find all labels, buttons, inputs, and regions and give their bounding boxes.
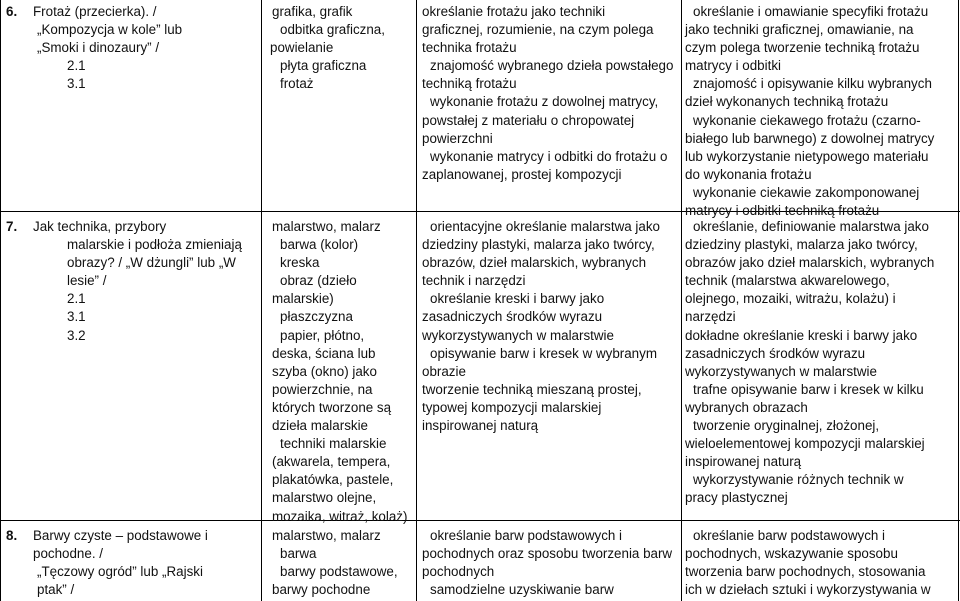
requirement-item: lub wykorzystanie nietypowego materiału [685,148,929,164]
requirement-item: tworzenie oryginalnej, złożonej, [693,418,880,434]
requirement-item: wykonanie ciekawego frotażu (czarno- [693,112,921,128]
concept-item: papier, płótno, [280,327,365,343]
requirement-item: znajomość i opisywanie kilku wybranych [693,76,932,92]
lesson-line: pochodne. / [33,546,103,562]
extended-requirements-cell [685,218,955,508]
concept-item: malarstwo, malarz [272,219,381,234]
requirement-item: wykonanie frotażu z dowolnej matrycy, [430,94,659,110]
requirement-item: obrazów, dzieł malarskich, wybranych [422,255,647,271]
extended-requirements-cell [685,3,955,220]
concept-item: obraz (dzieło [280,273,357,289]
requirement-item: powstałej z materiału o chropowatej [422,112,635,128]
requirement-item: określanie barw podstawowych i [430,528,623,543]
concept-item: płaszczyzna [280,309,353,325]
requirement-item: orientacyjne określanie malarstwa jako [430,219,660,234]
requirement-item: określanie, definiowanie malarstwa jako [693,219,929,234]
lesson-line: 2.1 [67,58,86,74]
lesson-topic-cell [33,218,255,345]
lesson-line: „Tęczowy ogród” lub „Rajski [37,564,203,580]
requirement-item: technik i narzędzi [422,273,526,289]
requirement-item: jako techniki graficznej, omawianie, na [685,22,914,38]
requirement-item: samodzielne uzyskiwanie barw [430,582,614,598]
requirement-item: narzędzi [685,309,736,325]
lesson-line: „Kompozycja w kole” lub [37,22,183,38]
concept-item: odbitka graficzna, [280,22,385,38]
lesson-line: 3.1 [67,76,86,92]
requirement-item: pochodnych oraz sposobu tworzenia barw [422,546,673,562]
requirement-item: trafne opisywanie barw i kresek w kilku [693,381,924,397]
requirement-item: dziedziny plastyki, malarza jako twórcy, [685,237,918,253]
concept-item: malarskie) [272,291,334,307]
row-number: 8. [6,528,18,543]
table-border-left [0,0,1,601]
requirement-item: wieloelementowej kompozycji malarskiej [685,436,925,452]
requirement-item: określanie barw podstawowych i [693,528,886,543]
lesson-line: ptak” / [37,582,75,598]
requirement-item: tworzenie techniką mieszaną prostej, [422,381,642,397]
concept-item: szyba (okno) jako [272,363,377,379]
lesson-line: Barwy czyste – podstawowe i [33,528,208,543]
row-divider [0,520,960,521]
requirement-item: obrazów jako dzieł malarskich, wybranych [685,255,935,271]
concept-item: malarstwo, malarz [272,528,381,543]
requirement-item: inspirowanej naturą [422,418,539,434]
requirement-item: znajomość wybranego dzieła powstałego [430,58,674,74]
concept-item: kreska [280,255,320,271]
lesson-topic-cell [33,3,255,93]
requirement-item: białego lub barwnego) z dowolnej matrycy [685,130,935,146]
requirement-item: pochodnych, wskazywanie sposobu [685,546,898,562]
requirement-item: określanie kreski i barwy jako [430,291,605,307]
requirement-item: pochodnych [422,564,495,580]
concept-item: dzieła malarskie [272,418,369,434]
concept-item: plakatówka, pastele, [272,472,394,488]
lesson-line: 2.1 [67,291,86,307]
requirement-item: ich w dziełach sztuki i wykorzystywania w [685,582,931,598]
requirement-item: określanie frotażu jako techniki [422,4,606,19]
requirement-item: olejnego, mozaiki, witrażu, kolażu) i [685,291,896,307]
column-divider [681,0,682,601]
concept-item: powielanie [270,40,334,56]
requirement-item: technik (malarstwa akwarelowego, [685,273,890,289]
requirement-item: dziedziny plastyki, malarza jako twórcy, [422,237,655,253]
requirement-item: zasadniczych środków wyrazu [685,345,866,361]
concept-item: grafika, grafik [272,4,353,19]
column-divider [261,0,262,601]
requirement-item: czym polega tworzenie techniką frotażu [685,40,920,56]
requirement-item: wykorzystywanie różnych technik w [693,472,904,488]
lesson-line: obrazy? / „W dżungli” lub „W [67,255,236,271]
requirement-item: inspirowanej naturą [685,454,802,470]
concept-item: których tworzone są [272,399,392,415]
requirement-item: określanie i omawianie specyfiki frotażu [693,4,929,19]
concepts-cell [268,527,412,599]
concept-item: frotaż [280,76,314,92]
lesson-line: 3.1 [67,309,86,325]
requirement-item: wykorzystywanych w malarstwie [685,363,877,379]
lesson-topic-cell [33,527,255,599]
requirement-item: matrycy i odbitki techniką frotażu [685,203,880,219]
concepts-cell [268,3,412,93]
concept-item: techniki malarskie [280,436,387,452]
requirement-item: zaplanowanej, prostej kompozycji [422,166,622,182]
requirement-item: dokładne określanie kreski i barwy jako [685,327,918,343]
requirement-item: wykonanie matrycy i odbitki do frotażu o [430,148,668,164]
requirement-item: wykonanie ciekawie zakomponowanej [693,184,920,200]
concept-item: barwy pochodne [272,582,371,598]
row-number: 6. [6,4,18,19]
lesson-line: Jak technika, przybory [33,219,167,234]
requirement-item: dzieł wykonanych techniką frotażu [685,94,889,110]
requirement-item: typowej kompozycji malarskiej [422,399,602,415]
basic-requirements-cell [422,3,680,184]
requirement-item: opisywanie barw i kresek w wybranym [430,345,657,361]
concept-item: barwy podstawowe, [280,564,398,580]
column-divider [416,0,417,601]
lesson-line: „Smoki i dinozaury” / [37,40,160,56]
concept-item: malarstwo olejne, [272,490,377,506]
lesson-line: lesie” / [67,273,107,289]
requirement-item: pracy plastycznej [685,490,788,506]
requirement-item: matrycy i odbitki [685,58,781,74]
requirement-item: wybranych obrazach [685,399,808,415]
requirement-item: technika frotażu [422,40,517,56]
concept-item: płyta graficzna [280,58,367,74]
table-border-right [958,0,959,601]
lesson-line: malarskie i podłoża zmieniają [67,237,242,253]
concept-item: barwa [280,546,317,562]
requirement-item: wykorzystywanych w malarstwie [422,327,614,343]
concept-item: barwa (kolor) [280,237,359,253]
requirement-item: powierzchni [422,130,493,146]
extended-requirements-cell [685,527,955,599]
requirement-item: zasadniczych środków wyrazu [422,309,603,325]
basic-requirements-cell [422,527,680,599]
basic-requirements-cell [422,218,680,435]
row-number: 7. [6,219,18,234]
requirement-item: techniką frotażu [422,76,517,92]
requirement-item: tworzenia barw pochodnych, stosowania [685,564,926,580]
concept-item: powierzchnie, na [272,381,373,397]
concept-item: deska, ściana lub [272,345,376,361]
concepts-cell [268,218,412,526]
lesson-line: 3.2 [67,327,86,343]
concept-item: (akwarela, tempera, [272,454,391,470]
requirement-item: obrazie [422,363,466,379]
requirement-item: do wykonania frotażu [685,166,812,182]
concept-item: mozaika, witraż, kolaż) [272,508,408,524]
requirement-item: graficznej, rozumienie, na czym polega [422,22,654,38]
lesson-line: Frotaż (przecierka). / [33,4,157,19]
